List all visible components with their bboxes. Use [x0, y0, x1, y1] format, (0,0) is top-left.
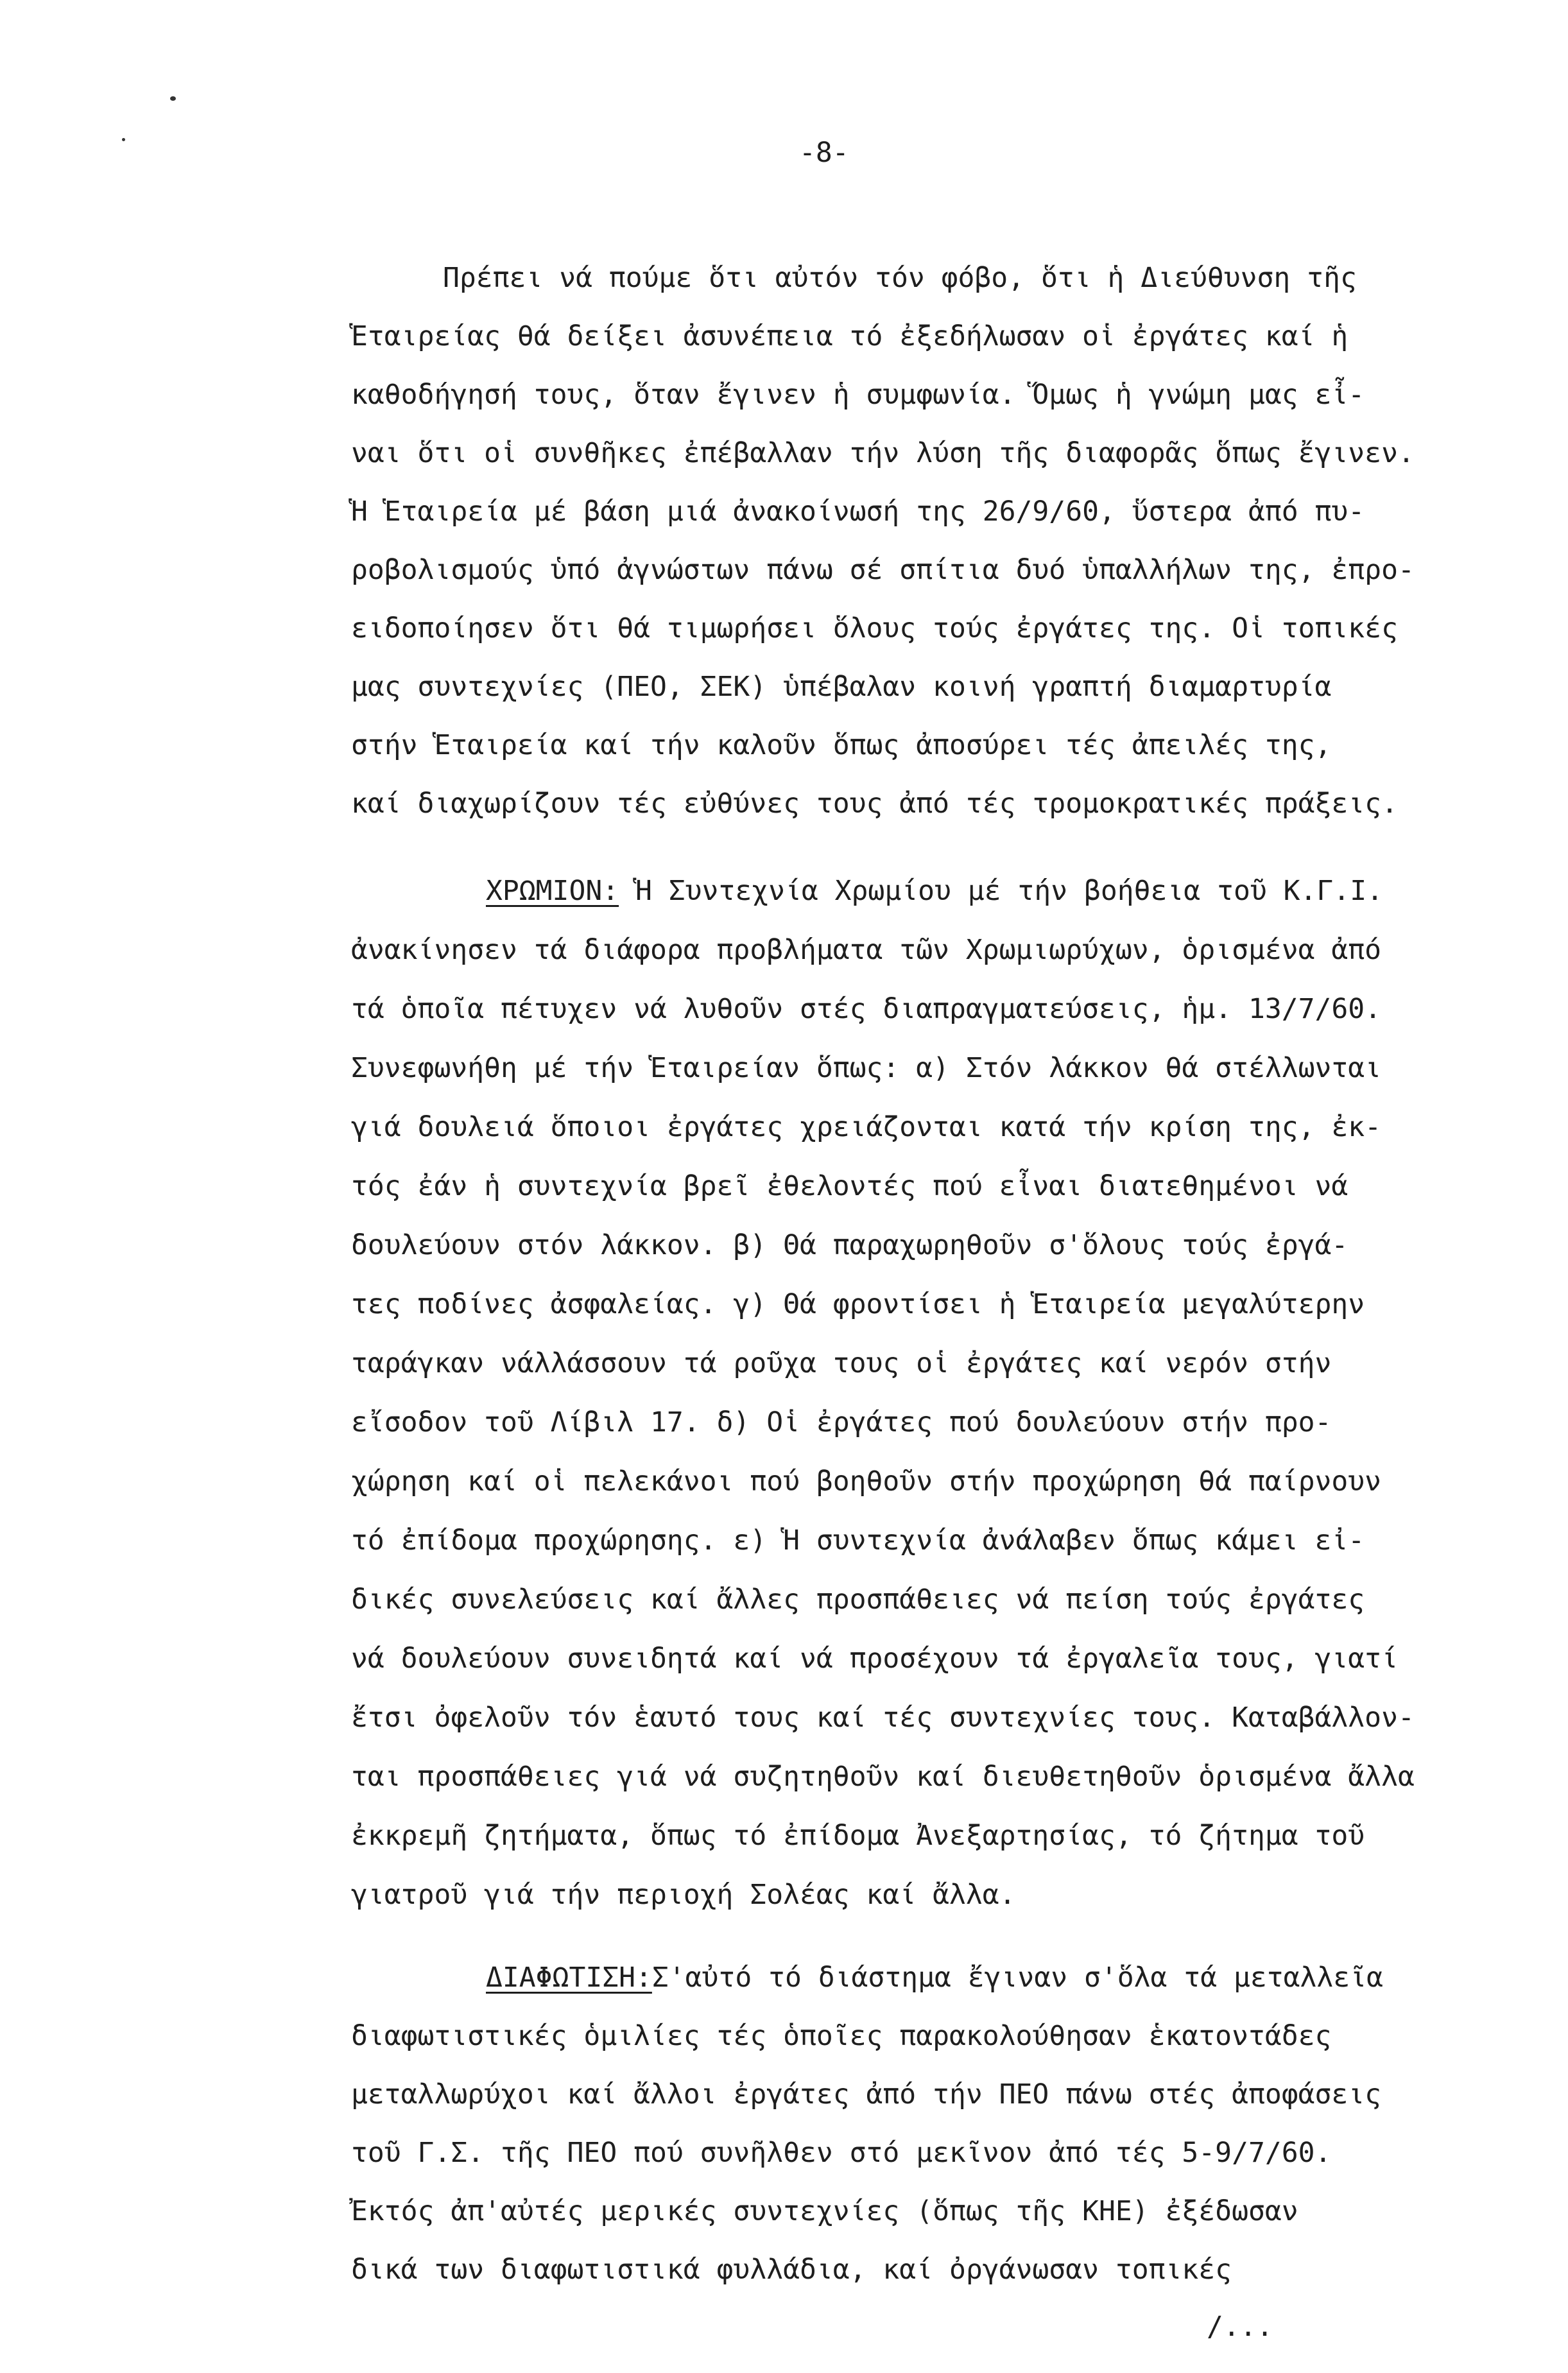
text-line: ειδοποίησεν ὅτι θά τιμωρήσει ὅλους τούς ἐργάτες της. Οἱ τοπικές — [351, 612, 1398, 644]
paragraph — [351, 1949, 1538, 2299]
text-line: στήν Ἑταιρεία καί τήν καλοῦν ὅπως ἀποσύρει τές ἀπειλές της, — [351, 729, 1332, 761]
text-line: δουλεύουν στόν λάκκον. β) Θά παραχωρηθοῦν σ'ὅλους τούς ἐργά- — [351, 1229, 1348, 1261]
text-line: Ἑταιρείας θά δείξει ἀσυνέπεια τό ἐξεδήλωσαν οἱ ἐργάτες καί ἡ — [351, 320, 1348, 352]
text-line: μεταλλωρύχοι καί ἄλλοι ἐργάτες ἀπό τήν ΠΕΟ πάνω στές ἀποφάσεις — [351, 2078, 1382, 2110]
text-line: ἔτσι ὀφελοῦν τόν ἑαυτό τους καί τές συντεχνίες τους. Καταβάλλον- — [351, 1702, 1415, 1734]
scan-speck — [122, 138, 125, 141]
page-number: -8- — [799, 137, 849, 169]
scan-speck — [170, 96, 176, 101]
text-line: νά δουλεύουν συνειδητά καί νά προσέχουν τά ἐργαλεῖα τους, γιατί — [351, 1643, 1398, 1675]
text-line: δικές συνελεύσεις καί ἄλλες προσπάθειες νά πείση τούς ἐργάτες — [351, 1583, 1365, 1616]
paragraph — [351, 249, 1538, 833]
text-line: ἐκκρεμῆ ζητήματα, ὅπως τό ἐπίδομα Ἀνεξαρτησίας, τό ζήτημα τοῦ — [351, 1820, 1365, 1852]
text-line: Ἐκτός ἀπ'αὐτές μερικές συντεχνίες (ὅπως τῆς ΚΗΕ) ἐξέδωσαν — [351, 2195, 1298, 2227]
text-line: μας συντεχνίες (ΠΕΟ, ΣΕΚ) ὑπέβαλαν κοινή γραπτή διαμαρτυρία — [351, 671, 1332, 703]
text-line: τες ποδίνες ἀσφαλείας. γ) Θά φροντίσει ἡ Ἑταιρεία μεγαλύτερην — [351, 1288, 1365, 1320]
text-line: δικά των διαφωτιστικά φυλλάδια, καί ὀργάνωσαν τοπικές — [351, 2254, 1232, 2286]
text-line: καί διαχωρίζουν τές εὐθύνες τους ἀπό τές τρομοκρατικές πράξεις. — [351, 788, 1398, 820]
section-heading: ΔΙΑΦΩΤΙΣΗ: — [486, 1962, 652, 1994]
text-line — [351, 1949, 1538, 2007]
text-line: καθοδήγησή τους, ὅταν ἔγινεν ἡ συμφωνία. Ὅμως ἡ γνώμη μας εἶ- — [351, 379, 1365, 411]
section-heading: ΧΡΩΜΙΟΝ: — [486, 875, 619, 907]
text-line: Συνεφωνήθη μέ τήν Ἑταιρείαν ὅπως: α) Στόν λάκκον θά στέλλωνται — [351, 1052, 1382, 1084]
paragraph — [351, 861, 1538, 1924]
text-line: ται προσπάθειες γιά νά συζητηθοῦν καί διευθετηθοῦν ὁρισμένα ἄλλα — [351, 1761, 1415, 1793]
text-line: χώρηση καί οἱ πελεκάνοι πού βοηθοῦν στήν προχώρηση θά παίρνουν — [351, 1465, 1382, 1497]
text-line: τό ἐπίδομα προχώρησης. ε) Ἡ συντεχνία ἀνάλαβεν ὅπως κάμει εἰ- — [351, 1524, 1365, 1557]
text-line-content: Ἡ Συντεχνία Χρωμίου μέ τήν βοήθεια τοῦ Κ.Γ.Ι. — [619, 875, 1383, 907]
text-line: εἴσοδον τοῦ Λίβιλ 17. δ) Οἱ ἐργάτες πού δουλεύουν στήν προ- — [351, 1406, 1332, 1438]
text-line: διαφωτιστικές ὁμιλίες τές ὁποῖες παρακολούθησαν ἑκατοντάδες — [351, 2020, 1332, 2052]
text-line: ναι ὅτι οἱ συνθῆκες ἐπέβαλλαν τήν λύση τῆς διαφορᾶς ὅπως ἔγινεν. — [351, 437, 1415, 469]
text-line — [351, 861, 1538, 920]
text-line: Ἡ Ἑταιρεία μέ βάση μιά ἀνακοίνωσή της 26/9/60, ὕστερα ἀπό πυ- — [351, 496, 1365, 528]
text-line: γιατροῦ γιά τήν περιοχή Σολέας καί ἄλλα. — [351, 1879, 1016, 1911]
text-line: ταράγκαν νάλλάσσουν τά ροῦχα τους οἱ ἐργάτες καί νερόν στήν — [351, 1347, 1332, 1379]
text-line: Πρέπει νά πούμε ὅτι αὐτόν τόν φόβο, ὅτι ἡ Διεύθυνση τῆς — [443, 262, 1357, 294]
text-line: ἀνακίνησεν τά διάφορα προβλήματα τῶν Χρωμιωρύχων, ὁρισμένα ἀπό — [351, 934, 1382, 966]
continuation-mark: /... — [1207, 2311, 1273, 2343]
text-line: ροβολισμούς ὑπό ἀγνώστων πάνω σέ σπίτια δυό ὑπαλλήλων της, ἐπρο- — [351, 554, 1415, 586]
text-line-content: Σ'αὐτό τό διάστημα ἔγιναν σ'ὅλα τά μεταλλεῖα — [651, 1962, 1383, 1994]
text-line: τοῦ Γ.Σ. τῆς ΠΕΟ πού συνῆλθεν στό μεκῖνον ἀπό τές 5-9/7/60. — [351, 2137, 1332, 2169]
text-line: τός ἐάν ἡ συντεχνία βρεῖ ἐθελοντές πού εἶναι διατεθημένοι νά — [351, 1170, 1348, 1202]
text-line: τά ὁποῖα πέτυχεν νά λυθοῦν στές διαπραγματεύσεις, ἡμ. 13/7/60. — [351, 993, 1382, 1025]
text-line: γιά δουλειά ὅποιοι ἐργάτες χρειάζονται κατά τήν κρίση της, ἐκ- — [351, 1111, 1382, 1143]
